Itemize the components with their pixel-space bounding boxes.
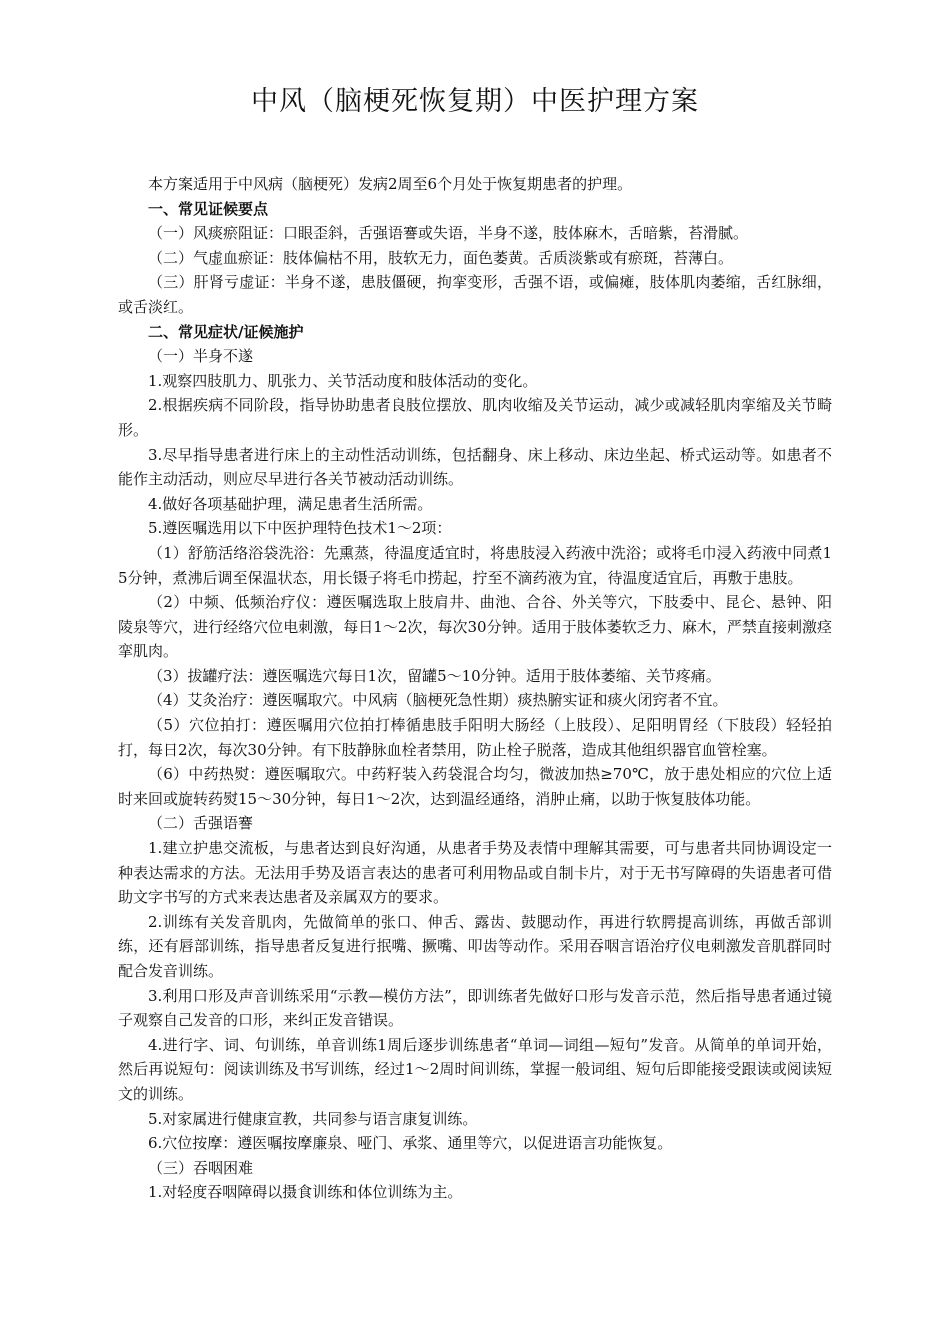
paragraph: 4.做好各项基础护理，满足患者生活所需。 (148, 494, 433, 513)
paragraph: （3）拔罐疗法：遵医嘱选穴每日1次，留罐5～10分钟。适用于肢体萎缩、关节疼痛。 (148, 666, 721, 685)
paragraph: 1.建立护患交流板，与患者达到良好沟通，从患者手势及表情中理解其需要，可与患者共同协调设定一种表达需求的方法。无法用手势及语言表达的患者可利用物品或自制卡片，对于无书写障碍的失语患者可借助文字书写的方式来表达患者及亲属双方的要求。 (118, 839, 832, 907)
paragraph: （三）吞咽困难 (148, 1158, 254, 1177)
document-body (118, 172, 832, 1205)
paragraph: 6.穴位按摩：遵医嘱按摩廉泉、哑门、承浆、通里等穴，以促进语言功能恢复。 (148, 1134, 673, 1153)
paragraph: 5.对家属进行健康宣教，共同参与语言康复训练。 (148, 1109, 478, 1128)
paragraph: （1）舒筋活络浴袋洗浴：先熏蒸，待温度适宜时，将患肢浸入药液中洗浴；或将毛巾浸入药液中同煮15分钟，煮沸后调至保温状态，用长镊子将毛巾捞起，拧至不滴药液为宜，待温度适宜后，再敷于患肢。 (118, 543, 832, 587)
paragraph: 4.进行字、词、句训练，单音训练1周后逐步训练患者“单词—词组—短句”发音。从简单的单词开始，然后再说短句：阅读训练及书写训练，经过1～2周时间训练，掌握一般词组、短句后即能接受跟读或阅读短文的训练。 (118, 1035, 832, 1103)
paragraph: 2.训练有关发音肌肉，先做简单的张口、伸舌、露齿、鼓腮动作，再进行软腭提高训练，再做舌部训练，还有唇部训练，指导患者反复进行抿嘴、撅嘴、叩齿等动作。采用吞咽言语治疗仪电刺激发音肌群同时配合发音训练。 (118, 912, 832, 980)
paragraph: （三）肝肾亏虚证：半身不遂，患肢僵硬，拘挛变形，舌强不语，或偏瘫，肢体肌肉萎缩，舌红脉细，或舌淡红。 (118, 273, 832, 316)
paragraph: （二）舌强语謇 (148, 814, 254, 833)
paragraph: 3.利用口形及声音训练采用“示教—模仿方法”，即训练者先做好口形与发音示范，然后指导患者通过镜子观察自己发音的口形，来纠正发音错误。 (118, 986, 832, 1030)
paragraph: 5.遵医嘱选用以下中医护理特色技术1～2项： (148, 519, 452, 538)
paragraph: （2）中频、低频治疗仪：遵医嘱选取上肢肩井、曲池、合谷、外关等穴，下肢委中、昆仑、悬钟、阳陵泉等穴，进行经络穴位电刺激，每日1～2次，每次30分钟。适用于肢体萎软乏力、麻木，严禁直接刺激痉挛肌肉。 (118, 593, 832, 661)
paragraph: 3.尽早指导患者进行床上的主动性活动训练，包括翻身、床上移动、床边坐起、桥式运动等。如患者不能作主动活动，则应尽早进行各关节被动活动训练。 (118, 445, 832, 489)
paragraph: （一）半身不遂 (148, 347, 254, 366)
section-heading: 二、常见症状/证候施护 (148, 322, 304, 341)
paragraph: 1.对轻度吞咽障碍以摄食训练和体位训练为主。 (148, 1183, 463, 1202)
paragraph: （4）艾灸治疗：遵医嘱取穴。中风病（脑梗死急性期）痰热腑实证和痰火闭窍者不宜。 (148, 691, 728, 710)
paragraph: （5）穴位拍打：遵医嘱用穴位拍打棒循患肢手阳明大肠经（上肢段）、足阳明胃经（下肢段）轻轻拍打，每日2次，每次30分钟。有下肢静脉血栓者禁用，防止栓子脱落，造成其他组织器官血管栓塞。 (118, 716, 832, 759)
document-title: 中风（脑梗死恢复期）中医护理方案 (251, 86, 699, 117)
paragraph: 本方案适用于中风病（脑梗死）发病2周至6个月处于恢复期患者的护理。 (148, 175, 633, 193)
paragraph: 2.根据疾病不同阶段，指导协助患者良肢位摆放、肌肉收缩及关节运动，减少或减轻肌肉挛缩及关节畸形。 (118, 396, 832, 439)
paragraph: （二）气虚血瘀证：肢体偏枯不用，肢软无力，面色萎黄。舌质淡紫或有瘀斑，苔薄白。 (148, 248, 734, 267)
paragraph: （6）中药热熨：遵医嘱取穴。中药籽装入药袋混合均匀，微波加热≥70℃，放于患处相应的穴位上适时来回或旋转药熨15～30分钟，每日1～2次，达到温经通络，消肿止痛，以助于恢复肢体功能。 (118, 765, 832, 808)
section-heading: 一、常见证候要点 (148, 199, 269, 218)
paragraph: （一）风痰瘀阻证：口眼歪斜，舌强语謇或失语，半身不遂，肢体麻木，舌暗紫，苔滑腻。 (148, 224, 749, 243)
paragraph: 1.观察四肢肌力、肌张力、关节活动度和肢体活动的变化。 (148, 371, 538, 390)
